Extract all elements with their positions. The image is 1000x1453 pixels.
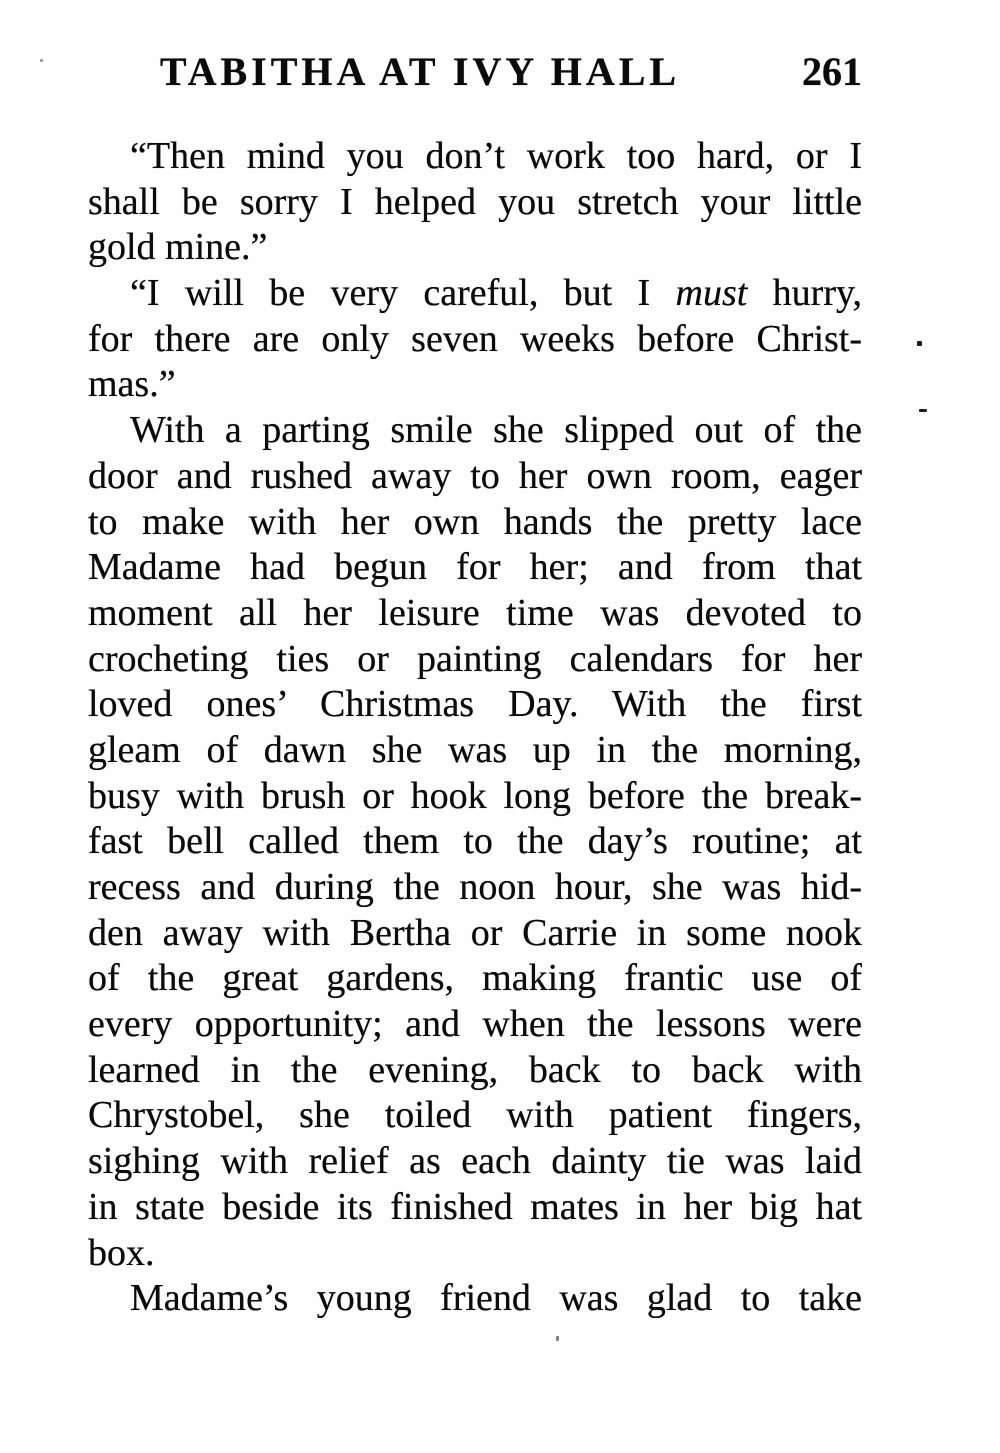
page-number: 261 bbox=[802, 49, 862, 94]
text-line: Chrystobel, she toiled with patient fingers, bbox=[88, 1094, 862, 1137]
text-line: den away with Bertha or Carrie in some nook bbox=[88, 911, 862, 954]
text-line: shall be sorry I helped you stretch your little bbox=[88, 180, 862, 223]
text-line: recess and during the noon hour, she was hid- bbox=[88, 866, 862, 908]
text-line: gold mine.” bbox=[88, 226, 268, 269]
running-title: TABITHA AT IVY HALL bbox=[159, 49, 681, 94]
text-line: busy with brush or hook long before the break- bbox=[88, 774, 862, 817]
text-line: loved ones’ Christmas Day. With the first bbox=[88, 683, 862, 726]
body-text bbox=[88, 134, 862, 1322]
text-line: to make with her own hands the pretty lace bbox=[88, 500, 862, 543]
text-line: “Then mind you don’t work too hard, or I bbox=[130, 135, 862, 177]
text-line: sighing with relief as each dainty tie was laid bbox=[88, 1140, 862, 1183]
text-line: of the great gardens, making frantic use of bbox=[88, 957, 862, 1000]
scan-speck bbox=[917, 341, 922, 346]
text-line: mas.” bbox=[88, 363, 176, 406]
text-line: With a parting smile she slipped out of the bbox=[130, 409, 862, 452]
text-line: every opportunity; and when the lessons were bbox=[88, 1003, 862, 1046]
text-line: fast bell called them to the day’s routine; at bbox=[88, 820, 862, 863]
text-line bbox=[88, 271, 862, 317]
paragraph-1 bbox=[88, 134, 862, 271]
text-line: box. bbox=[88, 1231, 155, 1274]
text-line: learned in the evening, back to back with bbox=[88, 1048, 862, 1091]
text-line: for there are only seven weeks before Christ- bbox=[88, 317, 862, 360]
text-segment: “I will be very careful, but I bbox=[130, 272, 676, 315]
text-line: crocheting ties or painting calendars for her bbox=[88, 637, 862, 680]
scan-speck bbox=[556, 1336, 559, 1341]
text-segment: hurry, bbox=[747, 272, 862, 315]
text-line: Madame’s young friend was glad to take bbox=[130, 1277, 862, 1320]
paragraph-2 bbox=[88, 271, 862, 408]
text-line: gleam of dawn she was up in the morning, bbox=[88, 728, 862, 771]
page-header bbox=[88, 49, 862, 96]
scan-speck bbox=[40, 59, 43, 62]
text-line: in state beside its finished mates in her big hat bbox=[88, 1185, 862, 1228]
text-line: moment all her leisure time was devoted to bbox=[88, 591, 862, 634]
scan-speck bbox=[919, 409, 927, 412]
text-segment-italic: must bbox=[675, 272, 748, 315]
paragraph-3 bbox=[88, 408, 862, 1276]
text-line: door and rushed away to her own room, eager bbox=[88, 454, 862, 497]
text-line: Madame had begun for her; and from that bbox=[88, 546, 862, 589]
paragraph-4 bbox=[88, 1276, 862, 1322]
